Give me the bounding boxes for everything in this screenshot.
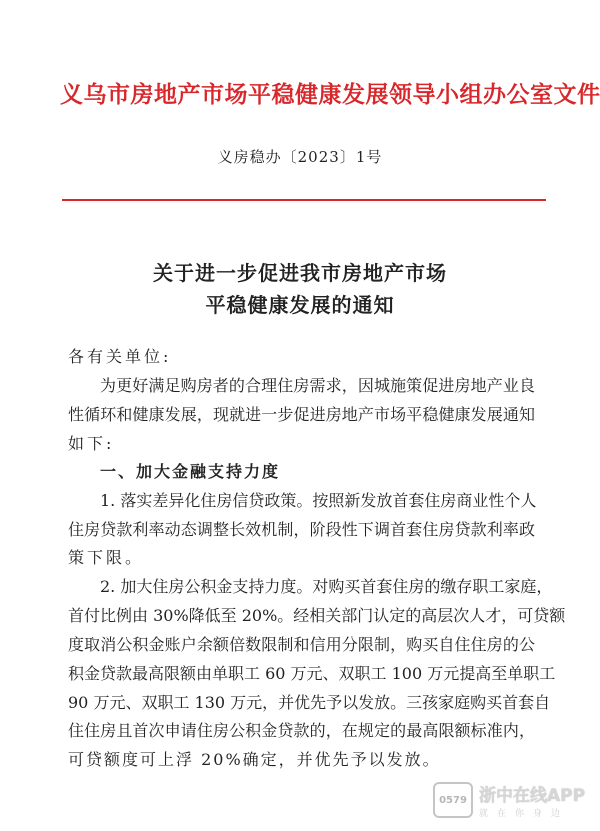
body-line: 2. 加大住房公积金支持力度。对购买首套住房的缴存职工家庭， bbox=[100, 577, 553, 596]
watermark-name: 浙中在线APP bbox=[479, 786, 586, 806]
body-line: 度取消公积金账户余额倍数限制和信用分限制，购买自住住房的公 bbox=[68, 635, 535, 654]
body-line: 为更好满足购房者的合理住房需求，因城施策促进房地产业良 bbox=[100, 376, 535, 395]
body-line: 积金贷款最高限额由单职工 60 万元、双职工 100 万元提高至单职工 bbox=[68, 664, 556, 683]
issuer-header: 义乌市房地产市场平稳健康发展领导小组办公室文件 bbox=[60, 82, 600, 108]
body-line: 性循环和健康发展，现就进一步促进房地产市场平稳健康发展通知 bbox=[68, 405, 535, 424]
red-divider bbox=[62, 199, 546, 201]
body-line: 住住房且首次申请住房公积金贷款的，在规定的最高限额标准内， bbox=[68, 721, 535, 740]
body-line: 如下: bbox=[68, 434, 115, 453]
body-line: 可贷额度可上浮 20%确定，并优先予以发放。 bbox=[68, 750, 441, 769]
watermark bbox=[433, 781, 585, 819]
watermark-slogan: 就在你身边 bbox=[479, 809, 570, 819]
body-line: 90 万元、双职工 130 万元，并优先予以发放。三孩家庭购买首套自 bbox=[68, 693, 551, 712]
salutation: 各有关单位: bbox=[68, 347, 172, 366]
notice-title-line-2: 平稳健康发展的通知 bbox=[205, 293, 395, 317]
body-line: 住房贷款利率动态调整长效机制，阶段性下调首套住房贷款利率政 bbox=[68, 520, 535, 539]
section-heading: 一、加大金融支持力度 bbox=[100, 462, 281, 481]
notice-title-line-1: 关于进一步促进我市房地产市场 bbox=[153, 261, 447, 285]
body-line: 首付比例由 30%降低至 20%。经相关部门认定的高层次人才，可贷额 bbox=[68, 606, 566, 625]
body-line: 策下限。 bbox=[68, 548, 145, 567]
document-number: 义房稳办〔2023〕1号 bbox=[217, 148, 383, 166]
watermark-logo-icon: 0579 bbox=[433, 782, 473, 818]
body-line: 1. 落实差异化住房信贷政策。按照新发放首套住房商业性个人 bbox=[100, 491, 537, 510]
